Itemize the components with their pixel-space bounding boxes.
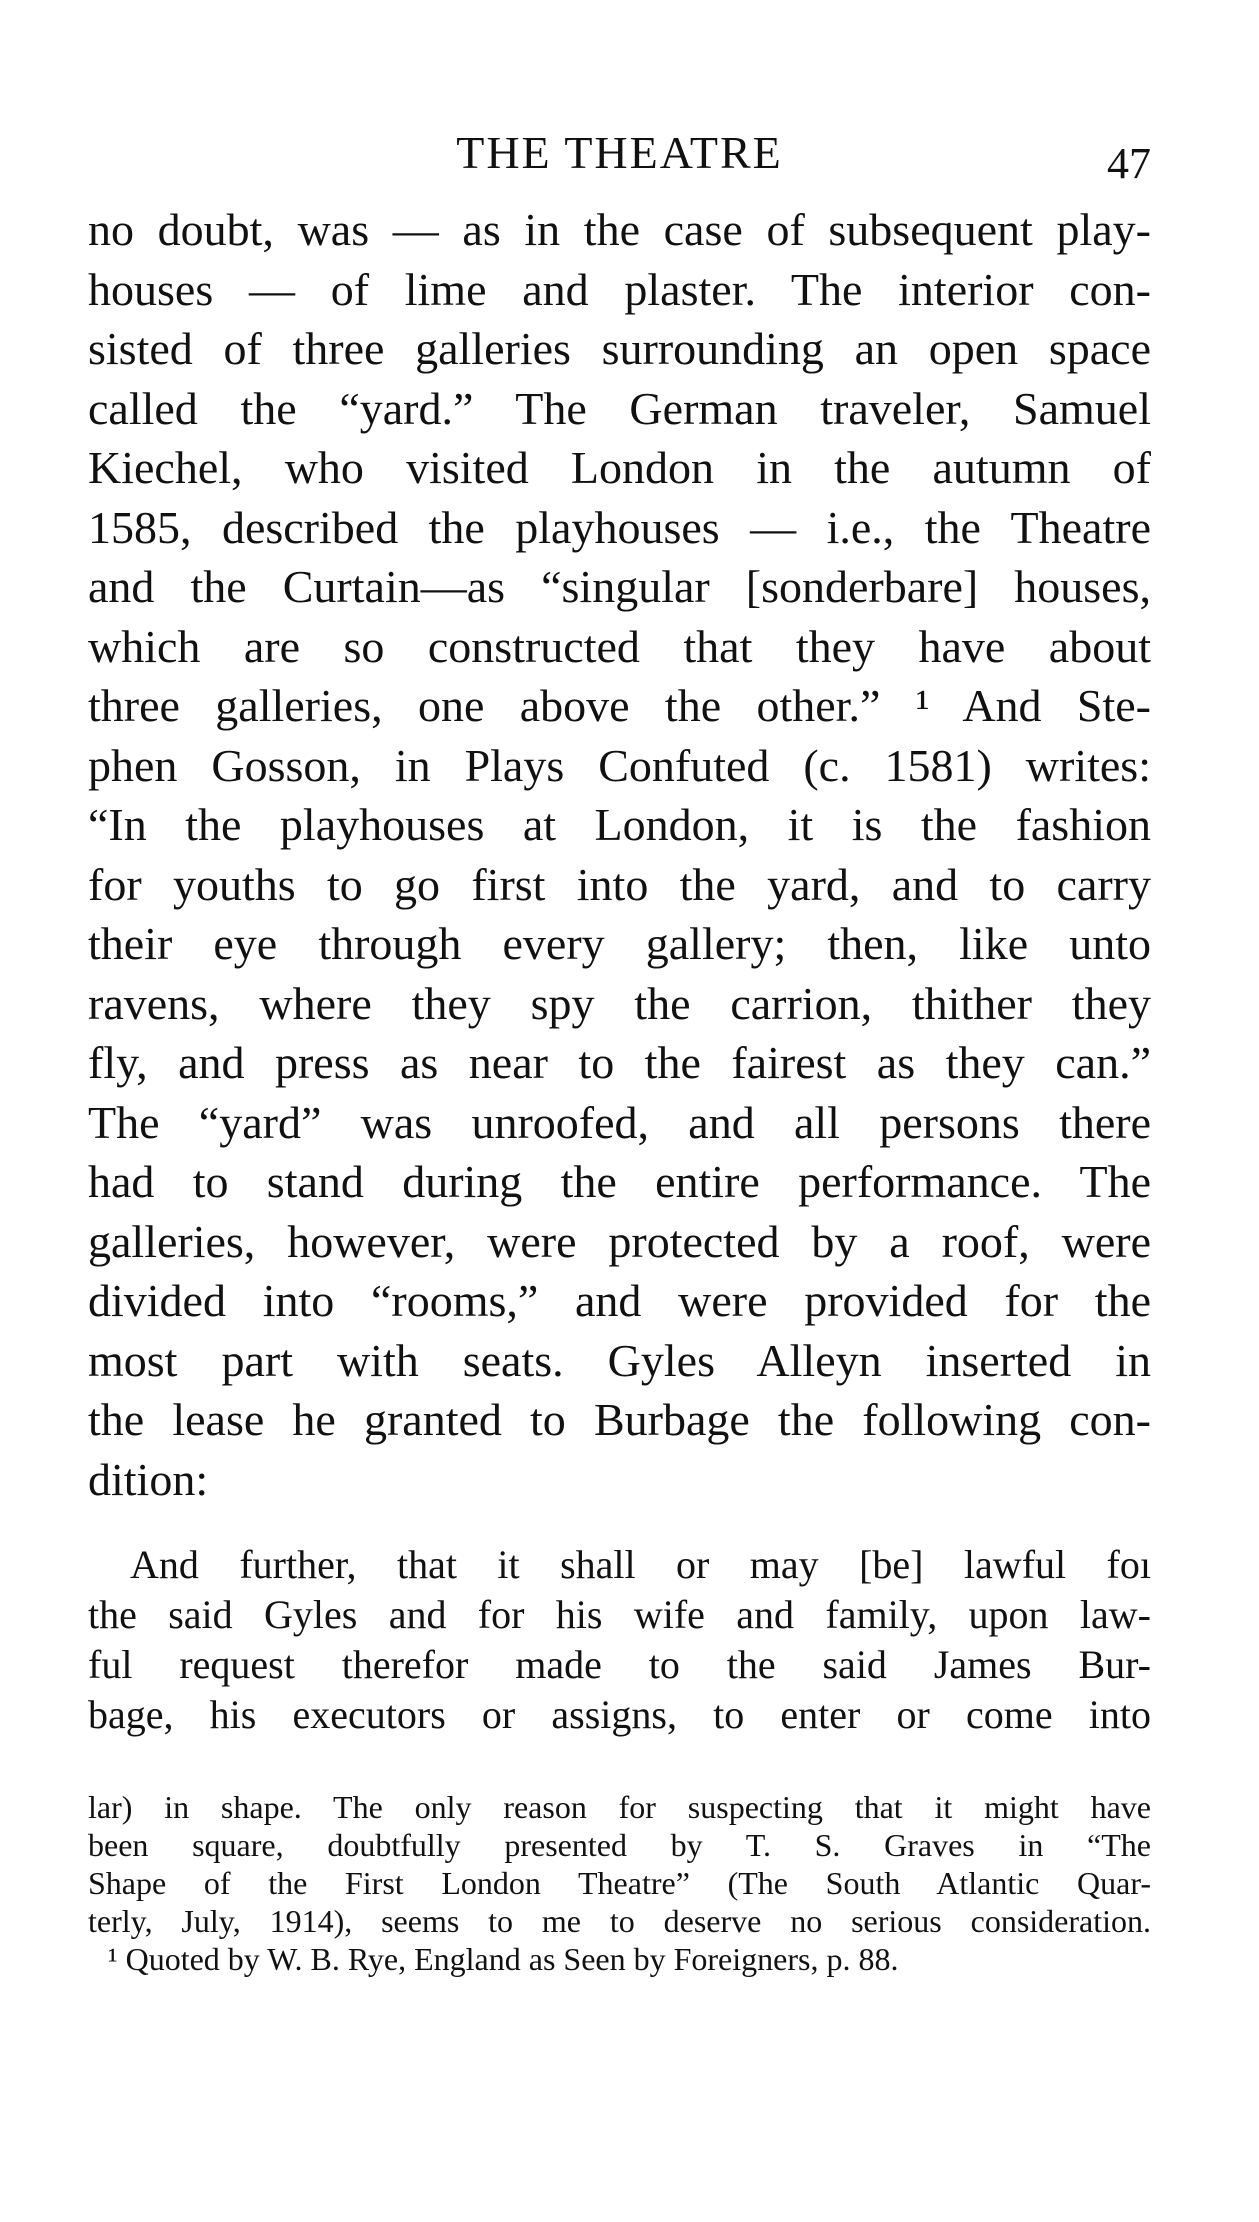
running-header (88, 120, 1151, 190)
body-line: which are so constructed that they have about (88, 620, 1151, 672)
body-line: sisted of three galleries surrounding an open space (88, 323, 1151, 374)
body-line: for youths to go first into the yard, and to carry (88, 858, 1151, 910)
body-line: galleries, however, were protected by a roof, were (88, 1215, 1151, 1267)
body-line: fly, and press as near to the fairest as they can.” (88, 1037, 1151, 1088)
body-line: the lease he granted to Burbage the following con- (88, 1394, 1151, 1445)
body-line: The “yard” was unroofed, and all persons there (88, 1096, 1151, 1148)
quote-line: And further, that it shall or may [be] lawful foı (130, 1542, 1151, 1587)
body-line: most part with seats. Gyles Alleyn inserted in (88, 1334, 1151, 1386)
footnote-line: terly, July, 1914), seems to me to deserve no serious consideration. (88, 1903, 1151, 1939)
footnote-line: been square, doubtfully presented by T. S. Graves in “The (88, 1827, 1151, 1863)
page-number: 47 (1107, 139, 1151, 188)
body-line: houses — of lime and plaster. The interior con- (88, 263, 1151, 315)
body-line: their eye through every gallery; then, like unto (88, 918, 1151, 969)
body-line: “In the playhouses at London, it is the fashion (88, 799, 1151, 850)
footnotes (88, 1788, 1151, 1978)
block-quote (88, 1540, 1151, 1740)
body-line: had to stand during the entire performance. The (88, 1156, 1151, 1207)
quote-line: ful request therefor made to the said James Bur- (88, 1642, 1151, 1687)
running-head-title: THE THEATRE (456, 127, 783, 178)
body-line: ravens, where they spy the carrion, thither they (88, 977, 1151, 1029)
body-line: and the Curtain—as “singular [sonderbare] houses, (88, 561, 1151, 612)
body-line: called the “yard.” The German traveler, Samuel (88, 382, 1151, 434)
body-line: Kiechel, who visited London in the autumn of (88, 442, 1151, 493)
footnote-line: lar) in shape. The only reason for suspecting that it might have (88, 1789, 1151, 1825)
body-line: divided into “rooms,” and were provided for the (88, 1275, 1151, 1326)
body-line: no doubt, was — as in the case of subsequent play- (88, 204, 1151, 255)
quote-line: the said Gyles and for his wife and family, upon law- (88, 1592, 1151, 1637)
footnote-line: ¹ Quoted by W. B. Rye, England as Seen by Foreigners, p. 88. (108, 1941, 899, 1977)
body-line: three galleries, one above the other.” ¹ And Ste- (88, 680, 1151, 731)
body-line: 1585, described the playhouses — i.e., the Theatre (88, 501, 1151, 553)
body-text (88, 200, 1151, 1509)
quote-line: bage, his executors or assigns, to enter or come into (88, 1692, 1151, 1737)
footnote-line: Shape of the First London Theatre” (The South Atlantic Quar- (88, 1865, 1151, 1901)
body-line: dition: (88, 1453, 209, 1505)
body-line: phen Gosson, in Plays Confuted (c. 1581) writes: (88, 739, 1151, 791)
